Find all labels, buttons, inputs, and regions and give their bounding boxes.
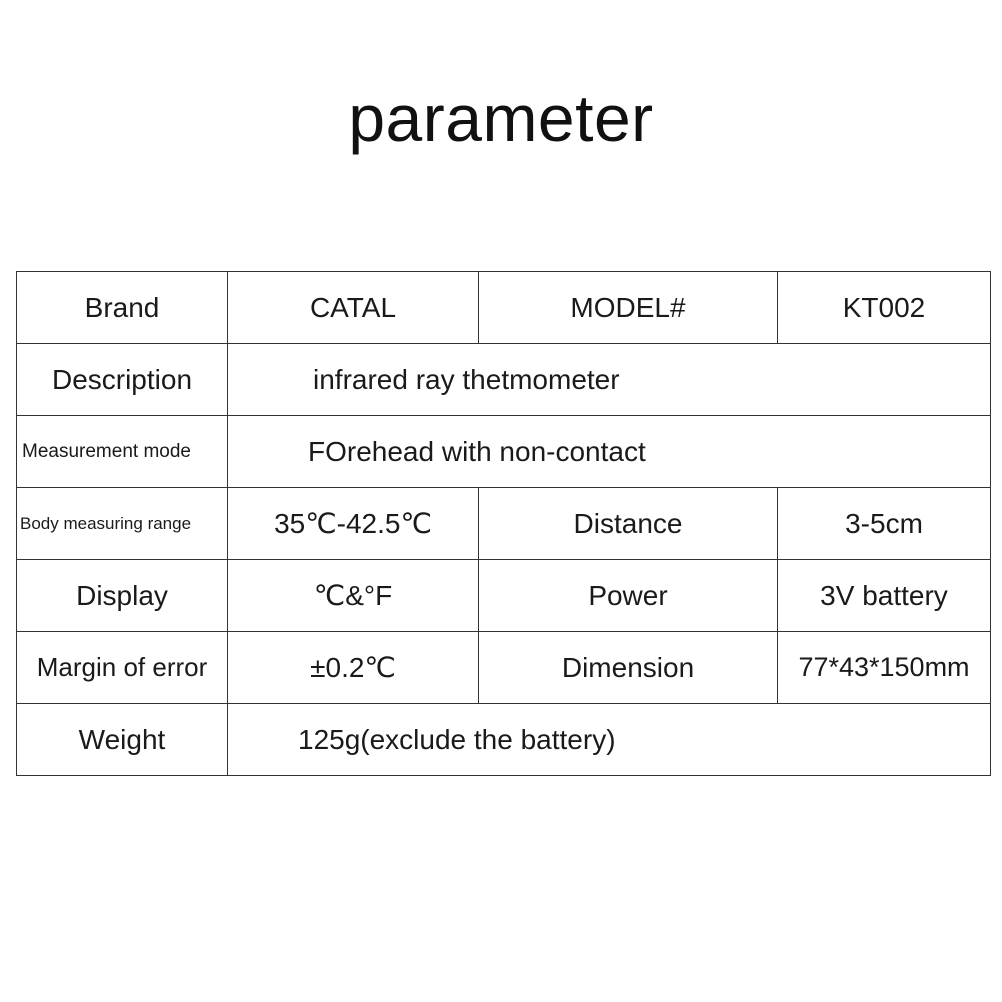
page-title: parameter <box>348 81 654 155</box>
dimension-value: 77*43*150mm <box>778 632 991 704</box>
measurement-mode-label: Measurement mode <box>17 416 228 488</box>
table-row-weight <box>17 704 991 776</box>
dimension-label: Dimension <box>479 632 778 704</box>
body-range-label: Body measuring range <box>17 488 228 560</box>
description-label: Description <box>17 344 228 416</box>
distance-label: Distance <box>479 488 778 560</box>
power-value: 3V battery <box>778 560 991 632</box>
table-row-description <box>17 344 991 416</box>
display-label: Display <box>17 560 228 632</box>
description-value: infrared ray thetmometer <box>228 344 991 416</box>
display-value: ℃&°F <box>228 560 479 632</box>
brand-label: Brand <box>17 272 228 344</box>
distance-value: 3-5cm <box>778 488 991 560</box>
margin-value: ±0.2℃ <box>228 632 479 704</box>
table-row-margin <box>17 632 991 704</box>
weight-value: 125g(exclude the battery) <box>228 704 991 776</box>
model-label: MODEL# <box>479 272 778 344</box>
margin-label: Margin of error <box>17 632 228 704</box>
model-value: KT002 <box>778 272 991 344</box>
table-row-display <box>17 560 991 632</box>
table-row-brand <box>17 272 991 344</box>
table-row-measurement-mode <box>17 416 991 488</box>
brand-value: CATAL <box>228 272 479 344</box>
body-range-value: 35℃-42.5℃ <box>228 488 479 560</box>
weight-label: Weight <box>17 704 228 776</box>
parameter-table <box>16 271 991 776</box>
table-row-body-range <box>17 488 991 560</box>
power-label: Power <box>479 560 778 632</box>
measurement-mode-value: FOrehead with non-contact <box>228 416 991 488</box>
